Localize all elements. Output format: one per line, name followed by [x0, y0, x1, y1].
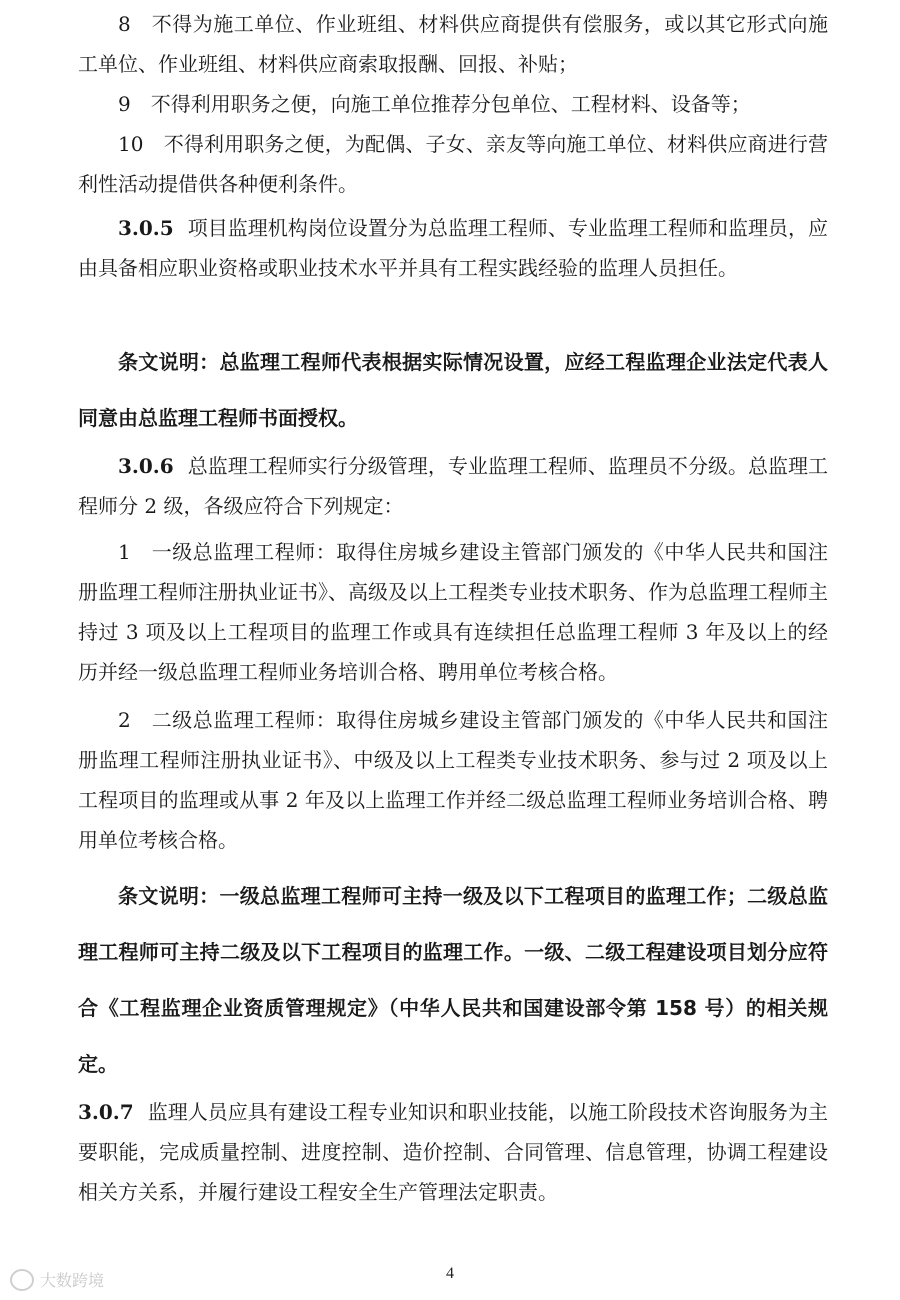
- section-text: 总监理工程师实行分级管理，专业监理工程师、监理员不分级。总监理工程师分 2 级，各级应符合下列规定：: [78, 454, 828, 518]
- page-number: 4: [446, 1265, 454, 1282]
- section-number: 3.0.7: [78, 1100, 134, 1124]
- section-3-0-5: [78, 208, 828, 288]
- section-3-0-6: [78, 446, 828, 526]
- clause-item-2: 2 二级总监理工程师：取得住房城乡建设主管部门颁发的《中华人民共和国注册监理工程师注册执业证书》、中级及以上工程类专业技术职务、参与过 2 项及以上工程项目的监理或从事 2 年及以上监理工作并经二级总监理工程师业务培训合格、聘用单位考核合格。: [78, 708, 828, 852]
- watermark-logo-icon: [10, 1269, 34, 1291]
- clause-explanation-1: 条文说明：总监理工程师代表根据实际情况设置，应经工程监理企业法定代表人同意由总监理工程师书面授权。: [78, 350, 828, 430]
- clause-item-1: 1 一级总监理工程师：取得住房城乡建设主管部门颁发的《中华人民共和国注册监理工程师注册执业证书》、高级及以上工程类专业技术职务、作为总监理工程师主持过 3 项及以上工程项目的监理工作或具有连续担任总监理工程师 3 年及以上的经历并经一级总监理工程师业务培训合格、聘用单位考核合格。: [78, 540, 828, 684]
- clause-explanation-2: 条文说明：一级总监理工程师可主持一级及以下工程项目的监理工作；二级总监理工程师可主持二级及以下工程项目的监理工作。一级、二级工程建设项目划分应符合《工程监理企业资质管理规定》（中华人民共和国建设部令第 158 号）的相关规定。: [78, 884, 828, 1076]
- clause-item-10: 10 不得利用职务之便，为配偶、子女、亲友等向施工单位、材料供应商进行营利性活动提借供各种便利条件。: [78, 132, 828, 196]
- section-number: 3.0.6: [118, 454, 174, 478]
- clause-item-8: 8 不得为施工单位、作业班组、材料供应商提供有偿服务，或以其它形式向施工单位、作业班组、材料供应商索取报酬、回报、补贴；: [78, 12, 828, 76]
- clause-item-9: 9 不得利用职务之便，向施工单位推荐分包单位、工程材料、设备等；: [118, 92, 751, 116]
- section-number: 3.0.5: [118, 216, 174, 240]
- section-text: 监理人员应具有建设工程专业知识和职业技能，以施工阶段技术咨询服务为主要职能，完成质量控制、进度控制、造价控制、合同管理、信息管理，协调工程建设相关方关系，并履行建设工程安全生产管理法定职责。: [78, 1100, 828, 1204]
- section-text: 项目监理机构岗位设置分为总监理工程师、专业监理工程师和监理员，应由具备相应职业资格或职业技术水平并具有工程实践经验的监理人员担任。: [78, 216, 828, 280]
- watermark: [10, 1268, 104, 1291]
- section-3-0-7: [78, 1092, 828, 1212]
- watermark-text: 大数跨境: [40, 1271, 105, 1290]
